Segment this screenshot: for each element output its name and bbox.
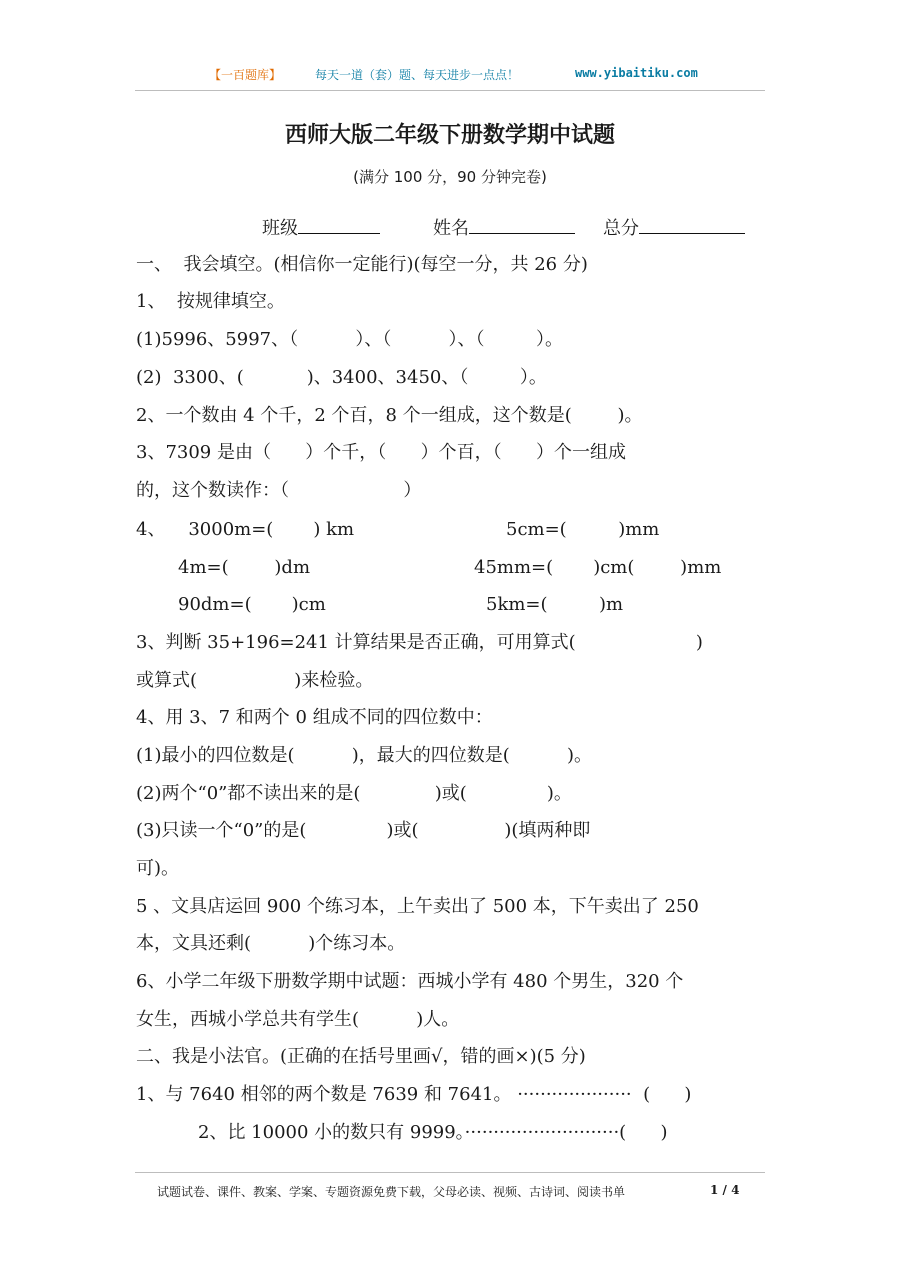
question-1-5-cont: 本，文具还剩( )个练习本。 [136, 933, 406, 954]
question-1-3: 3、7309 是由（ ）个千，（ ）个百，（ ）个一组成 [136, 442, 626, 463]
question-1-1-part-1: (1)5996、5997、（ ）、（ ）、（ ）。 [136, 329, 564, 350]
question-1-5: 5 、文具店运回 900 个练习本，上午卖出了 500 本，下午卖出了 250 [136, 896, 699, 917]
question-four-digit-part-1: (1)最小的四位数是( )，最大的四位数是( )。 [136, 745, 593, 766]
question-four-digit-part-2: (2)两个“0”都不读出来的是( )或( )。 [136, 783, 572, 804]
class-blank[interactable] [298, 215, 380, 234]
question-1-1: 1、 按规律填空。 [136, 291, 285, 312]
header-slogan: 每天一道（套）题、每天进步一点点！ [315, 68, 520, 82]
section-2-heading: 二、我是小法官。(正确的在括号里画√，错的画×)(5 分) [136, 1046, 586, 1067]
question-judge-formula: 3、判断 35+196=241 计算结果是否正确，可用算式( ) [136, 632, 703, 653]
class-field[interactable] [262, 214, 380, 240]
header-brand: 【一百题库】 [209, 68, 282, 82]
question-1-6-cont: 女生，西城小学总共有学生( )人。 [136, 1009, 460, 1030]
score-field[interactable] [603, 214, 745, 240]
question-four-digit-part-3-cont: 可)。 [136, 858, 180, 879]
page-number: 1 / 4 [710, 1183, 740, 1197]
class-label: 班级 [262, 218, 298, 239]
question-1-4-e: 90dm=( )cm [178, 594, 326, 615]
question-1-1-part-2: (2) 3300、( )、3400、3450、（ ）。 [136, 367, 547, 388]
question-1-4-f: 5km=( )m [486, 594, 624, 615]
name-field[interactable] [433, 214, 575, 240]
name-blank[interactable] [469, 215, 575, 234]
footer-text: 试题试卷、课件、教案、学案、专题资源免费下载，父母必读、视频、古诗词、阅读书单 [157, 1185, 626, 1199]
question-1-6: 6、小学二年级下册数学期中试题：西城小学有 480 个男生，320 个 [136, 971, 684, 992]
question-1-3-cont: 的，这个数读作：（ ） [136, 480, 422, 501]
question-1-4-c: 4m=( )dm [178, 557, 311, 578]
page-header [135, 62, 765, 91]
question-2-2: 2、比 10000 小的数只有 9999。···························( ) [198, 1122, 668, 1143]
question-1-2: 2、一个数由 4 个千，2 个百，8 个一组成，这个数是( )。 [136, 405, 643, 426]
page-subtitle: (满分 100 分，90 分钟完卷) [353, 168, 547, 186]
name-label: 姓名 [433, 218, 469, 239]
score-label: 总分 [603, 218, 639, 239]
section-1-heading: 一、 我会填空。(相信你一定能行)(每空一分，共 26 分) [136, 254, 588, 275]
question-2-1: 1、与 7640 相邻的两个数是 7639 和 7641。 ···················· ( ) [136, 1084, 692, 1105]
page-footer [135, 1172, 765, 1199]
question-judge-formula-cont: 或算式( )来检验。 [136, 670, 374, 691]
score-blank[interactable] [639, 215, 745, 234]
question-four-digit: 4、用 3、7 和两个 0 组成不同的四位数中： [136, 707, 493, 728]
question-four-digit-part-3: (3)只读一个“0”的是( )或( )(填两种即 [136, 820, 591, 841]
page-title: 西师大版二年级下册数学期中试题 [284, 123, 615, 148]
question-1-4-b: 5cm=( )mm [506, 519, 660, 540]
question-1-4-a: 4、 3000m=( ) km [136, 519, 355, 540]
question-1-4-d: 45mm=( )cm( )mm [474, 557, 722, 578]
header-url-link[interactable]: www.yibaitiku.com [575, 66, 698, 80]
